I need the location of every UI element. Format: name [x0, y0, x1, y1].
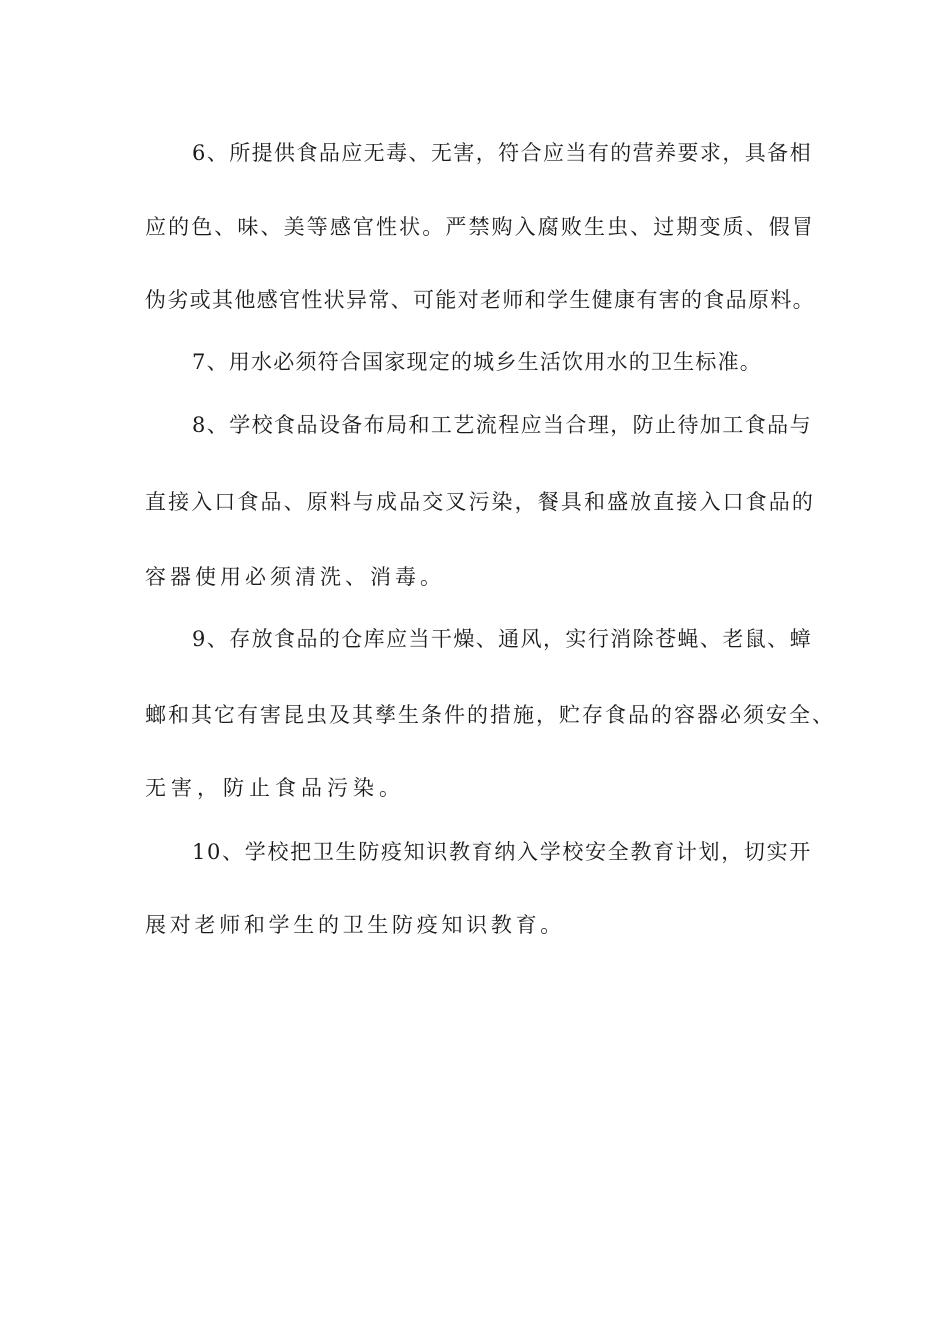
text-line: 10、学校把卫生防疫知识教育纳入学校安全教育计划，切实开: [192, 840, 812, 864]
text-line: 6、所提供食品应无毒、无害，符合应当有的营养要求，具备相: [192, 141, 812, 165]
text-line: 直接入口食品、原料与成品交叉污染，餐具和盛放直接入口食品的: [145, 490, 815, 514]
text-line: 9、存放食品的仓库应当干燥、通风，实行消除苍蝇、老鼠、蟑: [192, 627, 812, 651]
text-line: 无害，防止食品污染。: [145, 776, 405, 800]
text-line: 8、学校食品设备布局和工艺流程应当合理，防止待加工食品与: [192, 413, 812, 437]
text-line: 容器使用必须清洗、消毒。: [145, 565, 445, 589]
text-line: 7、用水必须符合国家现定的城乡生活饮用水的卫生标准。: [192, 350, 762, 374]
text-line: 螂和其它有害昆虫及其孳生条件的措施，贮存食品的容器必须安全、: [145, 703, 835, 727]
text-line: 伪劣或其他感官性状异常、可能对老师和学生健康有害的食品原料。: [145, 288, 815, 312]
text-line: 展对老师和学生的卫生防疫知识教育。: [145, 913, 565, 937]
text-line: 应的色、味、美等感官性状。严禁购入腐败生虫、过期变质、假冒: [145, 215, 815, 239]
